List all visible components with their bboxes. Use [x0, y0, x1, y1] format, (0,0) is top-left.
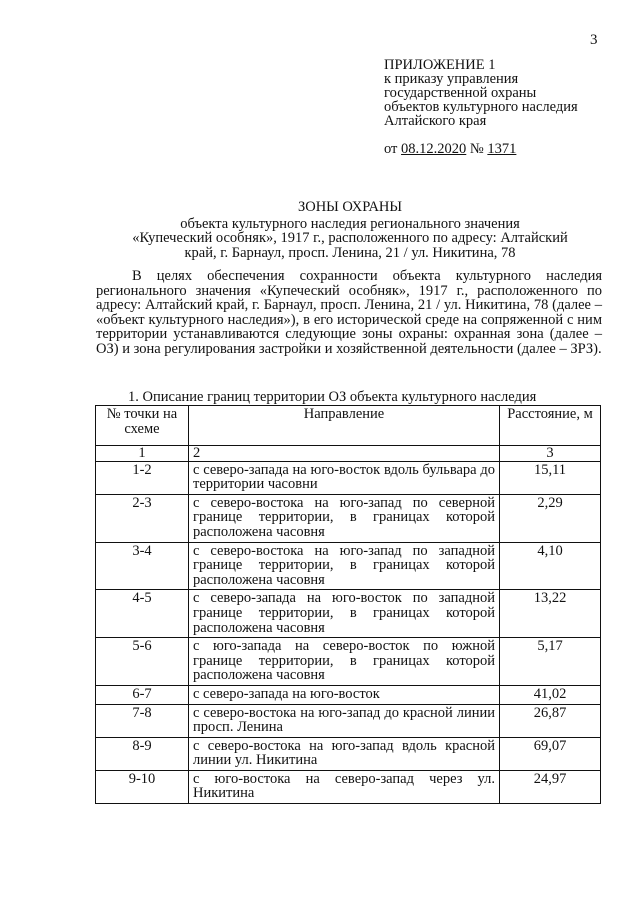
table-row [96, 770, 601, 803]
appendix-line: объектов культурного наследия [384, 99, 578, 115]
title-subtitle-line: «Купеческий особняк», 1917 г., расположенного по адресу: Алтайский [132, 230, 568, 246]
distance-cell: 13,22 [500, 590, 601, 638]
direction-cell: с юго-востока на северо-запад через ул. Никитина [189, 770, 500, 803]
point-cell: 6-7 [96, 685, 189, 704]
table-row [96, 638, 601, 686]
direction-cell: с северо-востока на юго-запад по северной границе территории, в границах которой расположена часовня [189, 494, 500, 542]
direction-cell: с северо-запада на юго-восток по западной границе территории, в границах которой расположена часовня [189, 590, 500, 638]
header-distance: Расстояние, м [500, 406, 601, 446]
order-prefix: от [384, 141, 402, 157]
order-number: 1371 [487, 141, 517, 157]
distance-cell: 5,17 [500, 638, 601, 686]
boundary-table [95, 405, 601, 804]
appendix-title: ПРИЛОЖЕНИЕ 1 [384, 57, 496, 73]
direction-cell: с северо-востока на юго-запад до красной линии просп. Ленина [189, 704, 500, 737]
table-row [96, 542, 601, 590]
point-cell: 2-3 [96, 494, 189, 542]
point-cell: 3-4 [96, 542, 189, 590]
distance-cell: 2,29 [500, 494, 601, 542]
table-header-row [96, 406, 601, 446]
table-row [96, 494, 601, 542]
table-row [96, 704, 601, 737]
page-number: 3 [590, 32, 598, 48]
direction-cell: с северо-запада на юго-восток [189, 685, 500, 704]
distance-cell: 24,97 [500, 770, 601, 803]
direction-cell: с северо-востока на юго-запад по западной границе территории, в границах которой расположена часовня [189, 542, 500, 590]
appendix-line: к приказу управления [384, 71, 519, 87]
direction-cell: с юго-запада на северо-восток по южной границе территории, в границах которой расположена часовня [189, 638, 500, 686]
column-number-row [96, 446, 601, 462]
title-subtitle-line: край, г. Барнаул, просп. Ленина, 21 / ул. Никитина, 78 [184, 244, 516, 261]
point-cell: 7-8 [96, 704, 189, 737]
section-heading: 1. Описание границ территории ОЗ объекта культурного наследия [128, 389, 537, 405]
title-main: ЗОНЫ ОХРАНЫ [297, 199, 403, 215]
point-cell: 5-6 [96, 638, 189, 686]
distance-cell: 15,11 [500, 461, 601, 494]
distance-cell: 69,07 [500, 737, 601, 770]
table-row [96, 737, 601, 770]
point-cell: 8-9 [96, 737, 189, 770]
table-row [96, 590, 601, 638]
order-date: 08.12.2020 [401, 141, 467, 157]
distance-cell: 4,10 [500, 542, 601, 590]
appendix-block [384, 58, 578, 156]
order-number-prefix: № [466, 141, 488, 157]
title-subtitle-line: объекта культурного наследия регионального значения [180, 215, 520, 232]
appendix-line: государственной охраны [384, 85, 537, 101]
direction-cell: с северо-запада на юго-восток вдоль бульвара до территории часовни [189, 461, 500, 494]
table-row [96, 461, 601, 494]
order-reference [384, 142, 578, 156]
distance-cell: 26,87 [500, 704, 601, 737]
direction-cell: с северо-востока на юго-запад вдоль красной линии ул. Никитина [189, 737, 500, 770]
table-row [96, 685, 601, 704]
document-title [100, 200, 600, 260]
column-number: 2 [189, 446, 500, 462]
point-cell: 4-5 [96, 590, 189, 638]
column-number: 1 [96, 446, 189, 462]
appendix-line: Алтайского края [384, 113, 487, 129]
intro-paragraph: В целях обеспечения сохранности объекта культурного наследия регионального значения «Купеческий особняк», 1917 г., расположенного по адресу: Алтайский край, г. Барнаул, просп. Ленина, 21 / ул. Никитина, 78 (далее – «объект культурного наследия»), в его исторической среде на сопряженной с ним территории устанавливаются следующие зоны охраны: охранная зона (далее – ОЗ) и зона регулирования застройки и хозяйственной деятельности (далее – ЗРЗ). [96, 268, 602, 357]
column-number: 3 [500, 446, 601, 462]
point-cell: 1-2 [96, 461, 189, 494]
distance-cell: 41,02 [500, 685, 601, 704]
header-point: № точки на схеме [96, 406, 189, 446]
point-cell: 9-10 [96, 770, 189, 803]
header-direction: Направление [189, 406, 500, 446]
